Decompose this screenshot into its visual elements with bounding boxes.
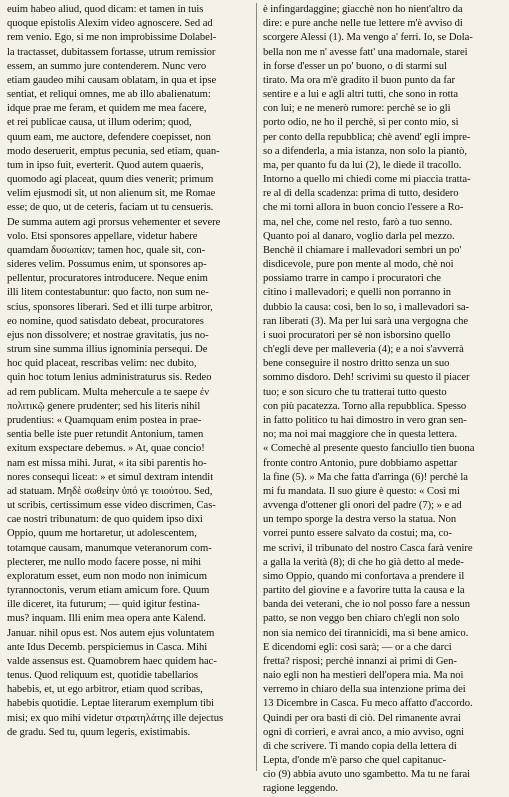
italian-text-line: tirato. Ma ora m'è gradito il buon punto da far — [263, 74, 455, 86]
latin-text-line: quamdam δυσωπίαν; tamen hoc, quale sit, con- — [7, 244, 206, 256]
latin-text-line: Oppio, quum me hortaretur, ut adolescentem, — [7, 528, 197, 540]
latin-text-line: quum eam, me auctore, defendere coepisset, non — [7, 131, 211, 143]
latin-text-line: nores consequi liceat: » et simul dextram intendit — [7, 471, 214, 483]
latin-text-line: hoc quid placeat, rescribas velim: nec dubito, — [7, 358, 197, 370]
latin-text-line: quin hoc totum lenius administraturus sis. Redeo — [7, 372, 212, 384]
italian-text-line: me scrivi, il tribunato del nostro Casca farà venire — [263, 542, 473, 554]
latin-text-line: prudentius: « Quamquam enim postea in prae- — [7, 414, 202, 426]
latin-text-line: mus? inquam. Illi enim mea opera ante Kalend. — [7, 613, 206, 625]
italian-text-line: ma, nel che, come nel resto, farò a tuo senno. — [263, 216, 453, 228]
italian-text-line: dire: e pure anche nelle tue lettere m'è avviso di — [263, 18, 463, 30]
italian-text-line: Quanto poi al danaro, voglio darla pel mezzo. — [263, 230, 455, 242]
italian-text-line: la fine (5). » Ma che fatta d'arringa (6)! perchè la — [263, 471, 468, 483]
italian-text-line: vorrei punto essere salvato da costui; ma, co- — [263, 528, 452, 540]
italian-text-line: Benchè il chiamare i mallevadori sembri un po' — [263, 244, 462, 256]
italian-text-line: disdicevole, pure pon mente al modo, chè noi — [263, 259, 454, 271]
latin-text-line: habebis quotidie. Leptae literarum exemplum tibi — [7, 698, 215, 710]
latin-text-line: Januar. nihil opus est. Nos autem ejus voluntatem — [7, 627, 215, 639]
latin-text-line: volo. Etsi sponsores appellare, videtur habere — [7, 230, 198, 242]
latin-text-line: esse; de quo, ut de ceteris, faciam ut tu censueris. — [7, 202, 214, 214]
italian-text-line: che mi torni allora in buon concio l'essere a Ro- — [263, 202, 464, 214]
latin-text-line: la tractasset, dubitassem fortasse, utrum remissior — [7, 46, 216, 58]
italian-text-line: ma, per quanto fu da lui (2), le diede il tracollo. — [263, 159, 462, 171]
latin-text-line: cae nostri tribunatum: de quo quidem ipso dixi — [7, 514, 203, 526]
italian-text-line: verremo in chiaro della sua intenzione prima dei — [263, 684, 466, 696]
italian-text-line: non sia nemico dei tirannicidi, ma sì bene amico. — [263, 627, 469, 639]
italian-text-line: ogni dì corrieri, e avrai anco, a mio avviso, ogni — [263, 726, 465, 738]
latin-text-line: ante Idus Decemb. perspiciemus in Casca. Mihi — [7, 641, 208, 653]
latin-text-line: habebis, et, ut ego arbitror, etiam quod scribas, — [7, 684, 203, 696]
latin-text-line: essem, an summo jure contenderem. Nunc vero — [7, 60, 207, 72]
latin-text-line: tum in ipso fuit, everterit. Quod autem quaeris, — [7, 159, 204, 171]
italian-text-line: sentire e a lui e agli altri tutti, che sono in rotta — [263, 89, 459, 101]
italian-text-line: ch'egli deve per malleveria (4); e a noi s'avverrà — [263, 344, 464, 356]
italian-text-line: dì che scrivere. Ti mando copia della lettera di — [263, 740, 457, 752]
latin-text-line: velim ejusmodi sit, ut non alienum sit, me Romae — [7, 188, 216, 200]
italian-text-line: a galla la verità (8); di che ho già detto al mede- — [263, 556, 464, 568]
latin-text-line: misi; ex quo mihi videtur στρατηλάτης ille dejectus — [7, 712, 224, 724]
italian-text-line: patto, se non veggo ben chiaro ch'egli non solo — [263, 613, 460, 625]
latin-text-line: valde assensus est. Quamobrem haec quidem hac- — [7, 655, 217, 667]
italian-text-line: no; ma noi mai maggiore che in questa lettera. — [263, 429, 457, 441]
italian-text-line: in forse d'esser un po' buono, o di starmi sul — [263, 60, 447, 72]
latin-text-line: ad statuam. Μηδὲ σωθείην ὑπό γε τοιούτου. Sed, — [7, 485, 213, 497]
latin-text-line: tyrannoctonis, verum etiam amicum fore. Quum — [7, 585, 210, 597]
latin-text-line: quomodo agi placeat, quum dies venerit; primum — [7, 174, 214, 186]
italian-text-line: dubbio la causa: così, ben lo so, i mallevadori sa- — [263, 301, 470, 313]
italian-text-line: scorgere Alessi (1). Ma vengo a' ferri. Io, se Dola- — [263, 32, 473, 44]
latin-text-line: De summa autem agi prorsus vehementer et severe — [7, 216, 221, 228]
italian-text-line: so a difenderla, a mia istanza, non solo la piantò, — [263, 145, 467, 157]
italian-text-line: Intorno a quello mi chiedi come mi piaccia tratta- — [263, 174, 471, 186]
italian-text-line: per conto della repubblica; chè avend' egli impre- — [263, 131, 471, 143]
italian-text-line: « Comechè al presente questo fanciullo tien buona — [263, 443, 475, 455]
latin-text-line: πολιτικῷ genere prudenter; sed his literis nihil — [7, 400, 201, 412]
italian-text-line: con più pacatezza. Torno alla repubblica. Spesso — [263, 400, 467, 412]
italian-text-line: naio egli non ha mestieri dell'opera mia. Ma noi — [263, 670, 464, 682]
italian-text-line: possiamo trarre in campo i procuratori che — [263, 273, 441, 285]
column-divider — [256, 3, 257, 771]
italian-text-line: tuo; e son sicuro che tu tratterai tutto questo — [263, 386, 447, 398]
italian-translation-column — [263, 3, 503, 797]
latin-text-line: sentiat, et reliqui omnes, me ab illo abalienatum: — [7, 89, 211, 101]
latin-text-line: sideres velim. Possumus enim, ut sponsores ap- — [7, 259, 207, 271]
latin-text-line: et rei publicae causa, ut illum oderim; quod, — [7, 117, 192, 129]
italian-text-line: simo Oppio, quando mi confortava a prendere il — [263, 570, 465, 582]
latin-text-line: rem venio. Ego, si me non improbissime Dolabel- — [7, 32, 217, 44]
italian-text-line: E dicendomi egli: così sarà; — or a che darci — [263, 641, 452, 653]
italian-text-line: ragione leggendo. — [263, 783, 339, 795]
latin-text-line: ille diceret, ita futurum; — quid igitur festina- — [7, 599, 200, 611]
latin-text-line: etiam gaudeo mihi causam oblatam, in qua et ipse — [7, 74, 217, 86]
latin-text-line: ut scribis, certissimum esse video discrimen, Cas- — [7, 500, 216, 512]
latin-text-line: illi litem contestabuntur: quo facto, non sum ne- — [7, 287, 209, 299]
latin-text-line: plecterer, me nullo modo facere posse, ni mihi — [7, 556, 202, 568]
italian-text-line: un tempo sporge la destra verso la statua. Non — [263, 514, 457, 526]
italian-text-line: re al dì della scadenza: prima di tutto, desidero — [263, 188, 459, 200]
latin-text-column — [7, 3, 251, 740]
italian-text-line: fretta? risposi; perchè innanzi ai primi di Gen- — [263, 655, 457, 667]
italian-text-line: porto odio, ne ho il perchè, sì per conto mio, sì — [263, 117, 459, 129]
latin-text-line: euim habeo aliud, quod dicam: et tamen in tuis — [7, 4, 204, 15]
latin-text-line: ad rem publicam. Multa mehercule a te saepe ἐν — [7, 386, 209, 398]
latin-text-line: totamque causam, manumque veteranorum com- — [7, 542, 212, 554]
latin-text-line: modo deseruerit, emptus pecunia, sed etiam, quan- — [7, 145, 220, 157]
latin-text-line: nam est missa mihi. Jurat, « ita sibi parentis ho- — [7, 457, 207, 469]
latin-text-line: pellentur, procuratores introducere. Neque enim — [7, 273, 208, 285]
italian-text-line: Lepta, d'onde m'è parso che quel capitanuc- — [263, 755, 447, 767]
italian-text-line: bene conseguire il nostro dritto senza un suo — [263, 358, 450, 370]
italian-text-line: in fatto politico tu hai dimostro in vero gran sen- — [263, 414, 467, 426]
latin-text-line: sentia belle iste puer retundit Antonium, tamen — [7, 429, 204, 441]
italian-text-line: fronte contro Antonio, pure dobbiamo aspettar — [263, 457, 458, 469]
italian-text-line: con lui; e ne menerò rumore: perchè se io gli — [263, 103, 451, 115]
italian-text-line: partito del giovine e a favorire tutta la causa e la — [263, 585, 465, 597]
latin-text-line: de gradu. Sed tu, quum legeris, existimabis. — [7, 726, 191, 738]
italian-text-line: i suoi procuratori per sè non isborsino quello — [263, 329, 451, 341]
latin-text-line: scius, sponsores liberari. Sed et illi turpe arbitror, — [7, 301, 213, 313]
italian-text-line: citino i mallevadori; e quelli non porranno in — [263, 287, 452, 299]
italian-text-line: è infingardaggine; giacchè non ho nient'altro da — [263, 4, 463, 15]
italian-text-line: mi fu mandata. Il suo giure è questo: « Così mi — [263, 485, 460, 497]
latin-text-line: idque prae me feram, et quidem me mea facere, — [7, 103, 207, 115]
latin-text-line: tenus. Quod reliquum est, quotidie tabellarios — [7, 670, 199, 682]
italian-text-line: Quindi per ora basti di ciò. Del rimanente avrai — [263, 712, 461, 724]
latin-text-line: ejus non dissolvere; et nostrae gravitatis, jus no- — [7, 329, 209, 341]
latin-text-line: quoque epistolis Alexim video agnoscere. Sed ad — [7, 18, 213, 30]
italian-text-line: banda dei veterani, che io nol posso fare a nessun — [263, 599, 470, 611]
italian-text-line: 13 Dicembre in Casca. Fu meco affatto d'accordo. — [263, 698, 473, 710]
latin-text-line: strum sine summa illius ignominia persequi. De — [7, 344, 208, 356]
italian-text-line: ran liberati (3). Ma per lui sarà una vergogna che — [263, 315, 468, 327]
latin-text-line: eo nomine, quod satisdato debeat, procuratores — [7, 315, 204, 327]
italian-text-line: bella non me n' avesse fatt' una madornale, starei — [263, 46, 468, 58]
italian-text-line: cio (9) abbia avuto uno sgambetto. Ma tu ne farai — [263, 769, 471, 781]
italian-text-line: sommo disdoro. Deh! scrivimi su questo il piacer — [263, 372, 470, 384]
latin-text-line: exploratum esset, eum non modo non inimicum — [7, 570, 207, 582]
italian-text-line: avvenga d'ottener gli onori del padre (7); » e ad — [263, 500, 462, 512]
latin-text-line: exitum exspectare debemus. » At, quae concio! — [7, 443, 205, 455]
